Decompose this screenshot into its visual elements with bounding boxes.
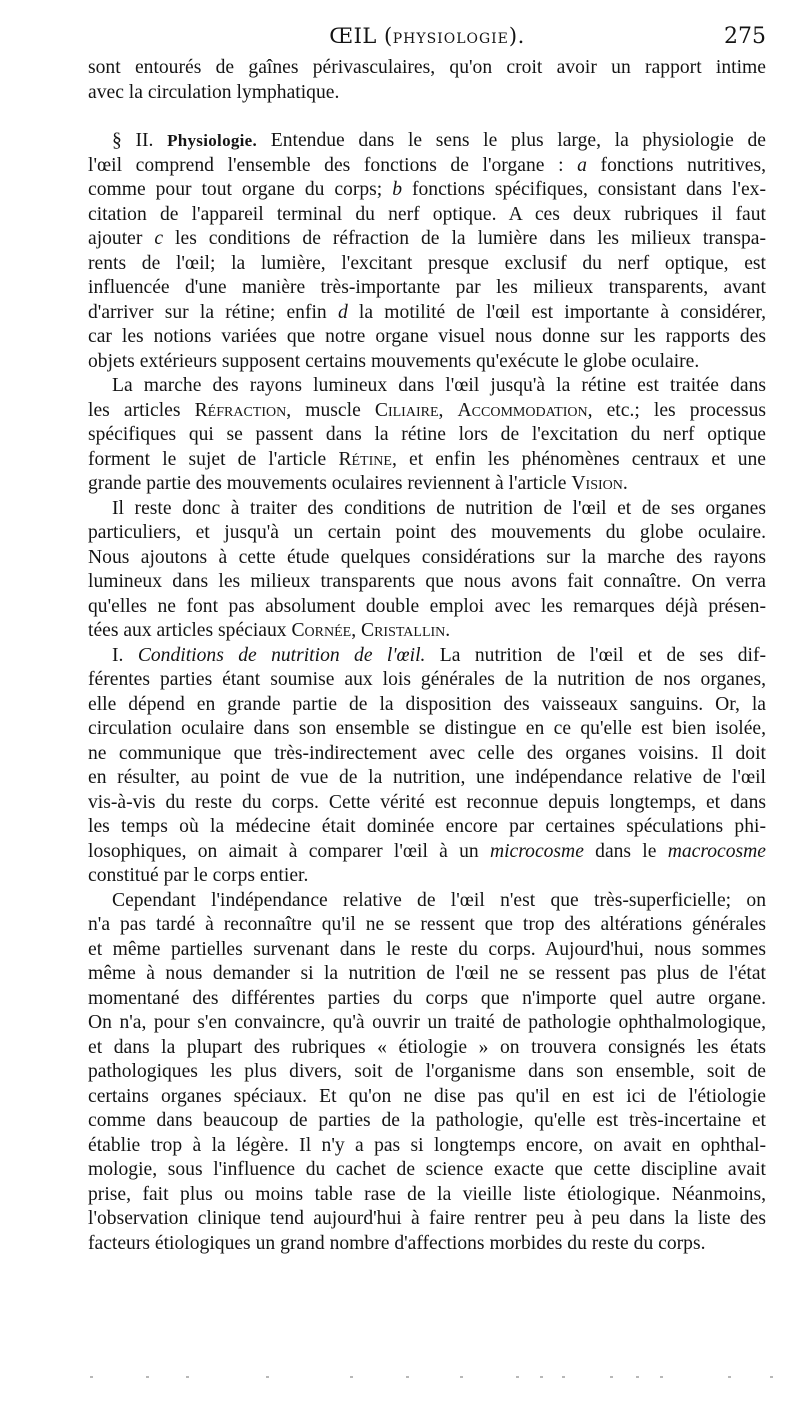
- text-line: Nous ajoutons à cette étude quelques considérations sur la marche des rayons: [88, 546, 766, 568]
- running-head: [88, 24, 766, 54]
- section-heading: Physiologie.: [167, 131, 258, 150]
- body-text: [88, 56, 766, 1256]
- text-line: facteurs étiologiques un grand nombre d'affections morbides du reste du corps.: [88, 1232, 706, 1254]
- text-line: citation de l'appareil terminal du nerf optique. A ces deux rubriques il faut: [88, 203, 766, 225]
- text-line: et même partielles survenant dans le reste du corps. Aujourd'hui, nous sommes: [88, 938, 766, 960]
- text-line: tées aux articles spéciaux Cornée, Cristallin.: [88, 620, 451, 641]
- text-line: les articles Réfraction, muscle Ciliaire, Accommodation, etc.; les processus: [88, 399, 766, 421]
- text-line: influencée d'une manière très-importante par les milieux transparents, avant: [88, 277, 766, 298]
- text-line: établie trop à la légère. Il n'y a pas si longtemps encore, on avait en ophthal-: [88, 1134, 766, 1156]
- text-line: en résulter, au point de vue de la nutrition, une indépendance relative de l'œil: [88, 767, 766, 788]
- text-line: n'a pas tardé à reconnaître qu'il ne se ressent que trop des altérations générales: [88, 914, 766, 935]
- text-line: On n'a, pour s'en convaincre, qu'à ouvrir un traité de pathologie ophthalmologique,: [88, 1012, 766, 1033]
- text-line: rents de l'œil; la lumière, l'excitant presque exclusif du nerf optique, est: [88, 252, 766, 274]
- text-line: d'arriver sur la rétine; enfin d la motilité de l'œil est importante à considérer,: [88, 301, 766, 323]
- text-line: spécifiques qui se passent dans la rétine lors de l'excitation du nerf optique: [88, 424, 766, 445]
- text-line: et dans la plupart des rubriques « étiologie » on trouvera consignés les états: [88, 1036, 766, 1058]
- article-reference: Vision: [571, 473, 623, 494]
- text-line: circulation oculaire dans son ensemble se distingue en ce qu'elle est bien isolée,: [88, 718, 766, 739]
- text-line: avec la circulation lymphatique.: [88, 81, 340, 103]
- text-line: sont entourés de gaînes périvasculaires, qu'on croit avoir un rapport intime: [88, 57, 766, 78]
- article-reference: Ciliaire: [374, 399, 439, 421]
- text-line: ajouter c les conditions de réfraction de la lumière dans les milieux transpa-: [88, 228, 766, 249]
- running-title-main: ŒIL (: [329, 24, 393, 48]
- article-reference: Cristallin: [361, 620, 446, 641]
- text-line: objets extérieurs supposent certains mouvements qu'exécute le globe oculaire.: [88, 350, 700, 372]
- text-line: férentes parties étant soumise aux lois générales de la nutrition de nos organes,: [88, 669, 766, 690]
- text-line: comme dans beaucoup de parties de la pathologie, qu'elle est très-incertaine et: [88, 1110, 766, 1131]
- text-line: l'observation clinique tend aujourd'hui à faire rentrer peu à peu dans la liste des: [88, 1208, 766, 1229]
- text-line: car les notions variées que notre organe visuel nous donne sur les rapports des: [88, 326, 766, 347]
- running-title-subject: PHYSIOLOGIE: [392, 31, 509, 47]
- text-line: lumineux dans les milieux transparents que nous avons fait connaître. On verra: [88, 571, 766, 592]
- text-line: comme pour tout organe du corps; b fonctions spécifiques, consistant dans l'ex-: [88, 179, 766, 200]
- text-line: La marche des rayons lumineux dans l'œil jusqu'à la rétine est traitée dans: [112, 375, 766, 396]
- running-title-end: ).: [508, 24, 525, 48]
- text-line: Il reste donc à traiter des conditions de nutrition de l'œil et de ses organes: [112, 497, 766, 519]
- text-line: vis-à-vis du reste du corps. Cette vérité est reconnue depuis longtemps, et dans: [88, 791, 766, 813]
- page-number: 275: [724, 24, 766, 49]
- running-title: [88, 24, 766, 48]
- text-line: prise, fait plus ou moins table rase de la vieille liste étiologique. Néanmoins,: [88, 1183, 766, 1205]
- text-line: § II. Physiologie. Entendue dans le sens le plus large, la physiologie de: [112, 130, 766, 151]
- text-line: pathologiques les plus divers, soit de l'organisme dans son ensemble, soit de: [88, 1061, 766, 1082]
- text-line: certains organes spéciaux. Et qu'on ne dise pas qu'il en est ici de l'étiologie: [88, 1085, 766, 1107]
- text-line: losophiques, on aimait à comparer l'œil à un microcosme dans le macrocosme: [88, 840, 766, 862]
- text-line: elle dépend en grande partie de la disposition des vaisseaux sanguins. Or, la: [88, 693, 766, 715]
- text-line: constitué par le corps entier.: [88, 865, 309, 886]
- article-reference: Cornée: [291, 620, 352, 641]
- text-line: I. Conditions de nutrition de l'œil. La nutrition de l'œil et de ses dif-: [112, 644, 766, 666]
- text-line: l'œil comprend l'ensemble des fonctions de l'organe : a fonctions nutritives,: [88, 154, 766, 176]
- text-line: les temps où la médecine était dominée encore par certaines spéculations phi-: [88, 816, 766, 837]
- text-line: momentané des différentes parties du corps que n'importe quel autre organe.: [88, 987, 766, 1009]
- text-line: Cependant l'indépendance relative de l'œil n'est que très-superficielle; on: [112, 889, 766, 911]
- article-reference: Réfraction: [194, 399, 287, 421]
- text-line: qu'elles ne font pas absolument double emploi avec les remarques déjà présen-: [88, 595, 766, 617]
- text-line: même à nous demander si la nutrition de l'œil ne se ressent pas plus de l'état: [88, 963, 766, 984]
- article-reference: Rétine: [338, 448, 392, 470]
- text-line: grande partie des mouvements oculaires reviennent à l'article Vision.: [88, 473, 628, 494]
- scan-noise: [88, 1376, 788, 1380]
- paragraph-gap: [88, 105, 766, 129]
- text-line: ne communique que très-indirectement avec celle des organes voisins. Il doit: [88, 742, 766, 764]
- subsection-heading: Conditions de nutrition de l'œil.: [137, 644, 426, 666]
- text-line: forment le sujet de l'article Rétine, et enfin les phénomènes centraux et une: [88, 448, 766, 470]
- article-reference: Accommodation: [457, 399, 588, 421]
- text-line: particuliers, et jusqu'à un certain point des mouvements du globe oculaire.: [88, 522, 766, 543]
- text-line: mologie, sous l'influence du cachet de science exacte que cette discipline avait: [88, 1159, 766, 1180]
